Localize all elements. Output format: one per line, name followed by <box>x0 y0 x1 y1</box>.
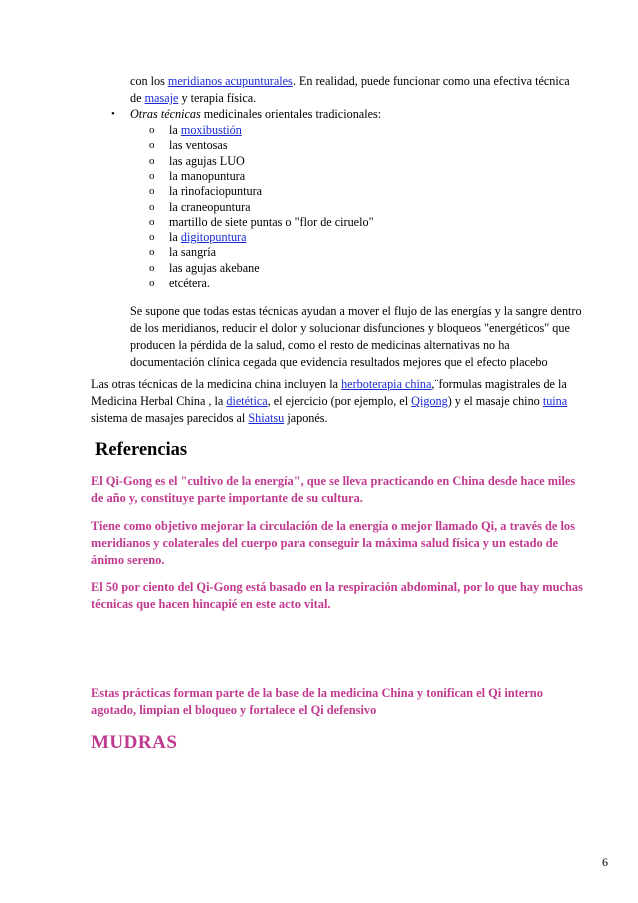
text-fragment: . En realidad, puede funcionar como una efectiva técnica <box>292 74 570 88</box>
text-fragment: con los <box>130 74 168 88</box>
mudras-heading: MUDRAS <box>91 732 178 753</box>
references-paragraph-line: Estas prácticas forman parte de la base de la medicina China y tonifican el Qi interno <box>91 686 543 700</box>
references-paragraph-line: técnicas que hacen hincapié en este acto vital. <box>91 597 331 611</box>
list-item-text: la manopuntura <box>169 169 246 183</box>
text-fragment: ,¨formulas magistrales de la <box>431 377 567 391</box>
references-paragraph-line: ánimo sereno. <box>91 553 165 567</box>
list-item <box>169 154 245 169</box>
link-herboterapia-china[interactable]: herboterapia china <box>341 377 432 391</box>
references-paragraph-line: El Qi-Gong es el "cultivo de la energía", que se lleva practicando en China desde hace miles <box>91 474 576 488</box>
text-fragment: ) y el masaje chino <box>447 394 543 408</box>
references-paragraph-line: meridianos y colaterales del cuerpo para conseguir la máxima salud física y un estado de <box>91 536 559 550</box>
chinese-techniques-line <box>91 377 567 392</box>
text-fragment: Medicina Herbal China , la <box>91 394 227 408</box>
references-paragraph-line: agotado, limpian el bloqueo y fortalece el Qi defensivo <box>91 703 377 717</box>
link-masaje[interactable]: masaje <box>144 91 179 105</box>
link-meridianos-acupunturales[interactable]: meridianos acupunturales <box>167 74 293 88</box>
paragraph-line: Se supone que todas estas técnicas ayudan a mover el flujo de las energías y la sangre dentro <box>130 304 582 318</box>
meridians-line <box>130 74 570 89</box>
list-item-text: las agujas LUO <box>169 154 245 168</box>
list-item-text: las agujas akebane <box>169 261 260 275</box>
chinese-techniques-line <box>91 411 328 426</box>
text-fragment: de <box>130 91 145 105</box>
list-item <box>169 200 251 215</box>
link-tuina[interactable]: tuina <box>542 394 568 408</box>
chinese-techniques-line <box>91 394 567 409</box>
list-item-text: martillo de siete puntas o "flor de ciruelo" <box>169 215 374 229</box>
text-fragment: y terapia física. <box>178 91 257 105</box>
list-marker: o <box>149 170 155 182</box>
list-item-link[interactable]: digitopuntura <box>180 230 247 244</box>
list-marker: o <box>149 277 155 289</box>
paragraph-line: de los meridianos, reducir el dolor y solucionar disfunciones y bloqueos "energéticos" que <box>130 321 570 335</box>
list-item <box>169 215 374 230</box>
list-item <box>169 123 242 138</box>
massage-line <box>130 91 256 106</box>
paragraph-line: producen la pérdida de la salud, como el resto de medicinas alternativas no ha <box>130 338 510 352</box>
list-marker: o <box>149 262 155 274</box>
list-item-text: la craneopuntura <box>169 200 251 214</box>
list-marker: o <box>149 231 155 243</box>
list-marker: o <box>149 246 155 258</box>
list-marker: o <box>149 139 155 151</box>
list-item <box>169 261 260 276</box>
bullet-marker: • <box>111 108 115 120</box>
list-marker: o <box>149 216 155 228</box>
title-italic: Otras técnicas <box>130 107 201 121</box>
list-item <box>169 230 247 245</box>
references-paragraph-line: de año y, constituye parte importante de su cultura. <box>91 491 363 505</box>
list-marker: o <box>149 155 155 167</box>
list-item <box>169 184 262 199</box>
paragraph-line: documentación clínica cegada que evidencia resultados mejores que el efecto placebo <box>130 355 548 369</box>
list-item-text: las ventosas <box>169 138 228 152</box>
references-heading: Referencias <box>95 440 188 460</box>
list-item-text: la sangría <box>169 245 217 259</box>
link-shiatsu[interactable]: Shiatsu <box>248 411 285 425</box>
list-item <box>169 245 216 260</box>
list-item <box>169 138 228 153</box>
other-techniques-title <box>130 107 381 122</box>
list-marker: o <box>149 185 155 197</box>
list-marker: o <box>149 201 155 213</box>
list-item <box>169 169 245 184</box>
text-fragment: japonés. <box>284 411 328 425</box>
page-number: 6 <box>602 855 608 869</box>
title-rest: medicinales orientales tradicionales: <box>200 107 382 121</box>
list-marker: o <box>149 124 155 136</box>
list-item <box>169 276 210 291</box>
link-qigong[interactable]: Qigong <box>411 394 448 408</box>
references-paragraph-line: Tiene como objetivo mejorar la circulación de la energía o mejor llamado Qi, a través de los <box>91 519 575 533</box>
link-dietetica[interactable]: dietética <box>226 394 268 408</box>
list-item-text: la <box>169 230 181 244</box>
text-fragment: Las otras técnicas de la medicina china incluyen la <box>91 377 342 391</box>
text-fragment: sistema de masajes parecidos al <box>91 411 249 425</box>
list-item-text: la rinofaciopuntura <box>169 184 263 198</box>
list-item-text: etcétera. <box>169 276 210 290</box>
list-item-link[interactable]: moxibustión <box>180 123 242 137</box>
list-item-text: la <box>169 123 181 137</box>
references-paragraph-line: El 50 por ciento del Qi-Gong está basado en la respiración abdominal, por lo que hay muchas <box>91 580 583 594</box>
text-fragment: , el ejercicio (por ejemplo, el <box>267 394 412 408</box>
